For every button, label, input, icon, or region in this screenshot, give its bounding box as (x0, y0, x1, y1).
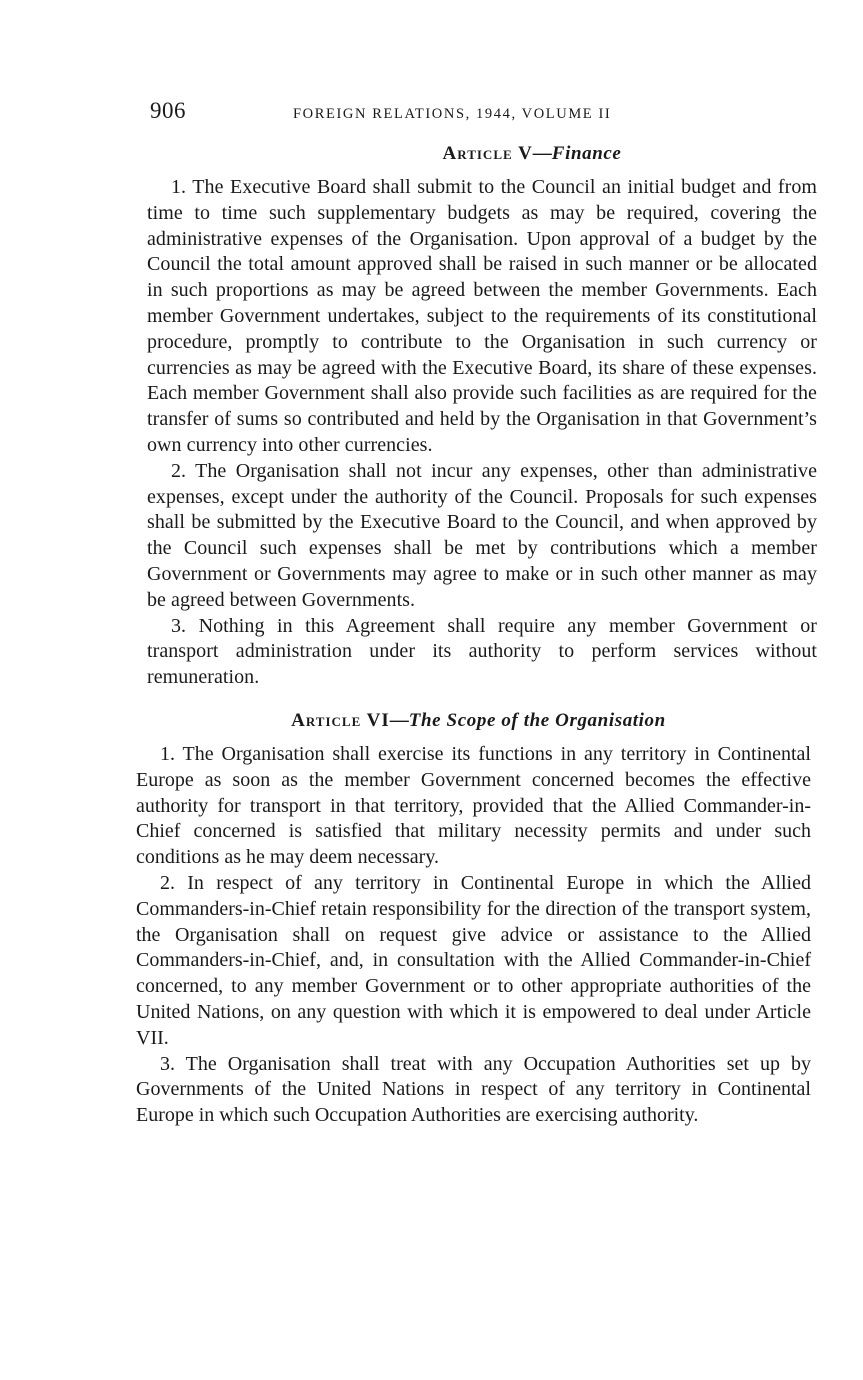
article-vi-dash: — (389, 709, 409, 731)
page-number: 906 (150, 98, 186, 123)
article-v-paragraph-3: 3. Nothing in this Agreement shall require any member Government or transport administration under its authority to perform services without remuneration. (147, 614, 817, 689)
document-page (136, 96, 817, 1129)
article-vi-title: The Scope of the Organisation (408, 709, 666, 731)
article-vi-paragraph-1: 1. The Organisation shall exercise its functions in any territory in Continental Europe as soon as the member Government concerned becomes the effective authority for transport in that territory, provided that the Allied Commander-in-Chief concerned is satisfied that military necessity permits and under such conditions as he may deem necessary. (136, 742, 811, 869)
article-vi-heading (136, 710, 811, 732)
article-vi-label: Article VI (291, 709, 390, 731)
article-v-title: Finance (551, 143, 622, 164)
running-title: FOREIGN RELATIONS, 1944, VOLUME II (293, 106, 612, 122)
article-v-section (147, 143, 817, 691)
article-vi-section (136, 710, 811, 1129)
article-vi-paragraph-2: 2. In respect of any territory in Continental Europe in which the Allied Commanders-in-Chief retain responsibility for the direction of the transport system, the Organisation shall on request give advice or assistance to the Allied Commanders-in-Chief, and, in consultation with the Allied Commander-in-Chief concerned, to any member Government or to other appropriate authorities of the United Nations, on any question with which it is empowered to deal under Article VII. (136, 871, 811, 1049)
article-v-paragraph-1: 1. The Executive Board shall submit to the Council an initial budget and from time to time such supplementary budgets as may be required, covering the administrative expenses of the Organisation. Upon approval of a budget by the Council the total amount approved shall be raised in such manner or be allocated in such proportions as may be agreed between the member Governments. Each member Government undertakes, subject to the requirements of its constitutional procedure, promptly to contribute to the Organisation in such currency or currencies as may be agreed with the Executive Board, its share of these expenses. Each member Government shall also provide such facilities as are required for the transfer of sums so contributed and held by the Organisation in that Government’s own currency into other currencies. (147, 176, 817, 456)
article-v-paragraph-2: 2. The Organisation shall not incur any expenses, other than administrative expenses, except under the authority of the Council. Proposals for such expenses shall be submitted by the Executive Board to the Council, and when approved by the Council such expenses shall be met by contributions which a member Government or Governments may agree to make or in such other manner as may be agreed between Governments. (147, 459, 817, 611)
article-vi-paragraph-3: 3. The Organisation shall treat with any Occupation Authorities set up by Governments of the United Nations in respect of any territory in Continental Europe in which such Occupation Authorities are exercising authority. (136, 1052, 811, 1127)
article-v-heading (147, 143, 817, 165)
article-v-dash: — (532, 143, 552, 164)
running-head (147, 96, 817, 130)
article-v-label: Article V (442, 143, 533, 164)
